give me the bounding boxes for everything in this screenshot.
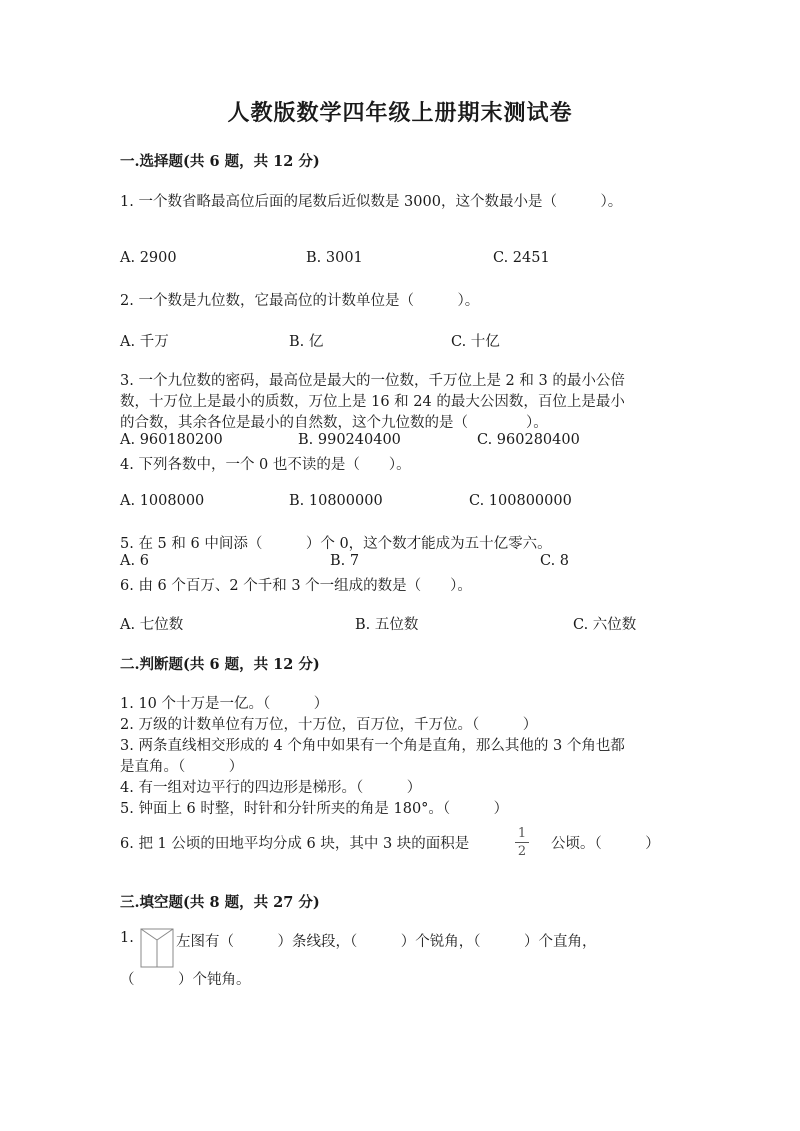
fraction-numerator: 1: [517, 826, 527, 841]
judge-item: 4. 有一组对边平行的四边形是梯形。（ ）: [120, 780, 422, 796]
question-text: 5. 在 5 和 6 中间添（ ）个 0，这个数才能成为五十亿零六。: [120, 536, 552, 552]
angle-figure: [140, 928, 174, 968]
fill-question-line: 左图有（ ）条线段，（ ）个锐角，（ ）个直角，: [176, 934, 597, 950]
judge-item: 2. 万级的计数单位有万位，十万位，百万位，千万位。（ ）: [120, 717, 538, 733]
fill-question-line: （ ）个钝角。: [120, 972, 251, 988]
question-text: 6. 由 6 个百万、2 个千和 3 个一组成的数是（ ）。: [120, 578, 472, 594]
option-a: A. 960180200: [120, 432, 223, 448]
judge-item: 5. 钟面上 6 时整，时针和分针所夹的角是 180°。（ ）: [120, 801, 509, 817]
option-c: C. 六位数: [573, 617, 637, 633]
fraction-bar: [515, 842, 529, 843]
judge-item: 1. 10 个十万是一亿。（ ）: [120, 696, 329, 712]
question-text: 2. 一个数是九位数，它最高位的计数单位是（ ）。: [120, 293, 480, 309]
fraction: [513, 826, 531, 859]
option-a: A. 6: [120, 553, 149, 569]
option-a: A. 千万: [120, 334, 169, 350]
option-b: B. 7: [330, 553, 360, 569]
judge-item: 是直角。（ ）: [120, 759, 244, 775]
section-heading-fill: 三.填空题(共 8 题，共 27 分): [120, 894, 320, 911]
question-text: 3. 一个九位数的密码，最高位是最大的一位数，千万位上是 2 和 3 的最小公倍: [120, 373, 625, 389]
option-c: C. 十亿: [451, 334, 500, 350]
option-c: C. 960280400: [477, 432, 580, 448]
fraction-denominator: 2: [517, 844, 527, 859]
option-b: B. 3001: [306, 250, 363, 266]
question-text: 4. 下列各数中，一个 0 也不读的是（ ）。: [120, 457, 411, 473]
option-c: C. 2451: [493, 250, 550, 266]
option-b: B. 五位数: [355, 617, 419, 633]
section-heading-judge: 二.判断题(共 6 题，共 12 分): [120, 656, 320, 673]
option-b: B. 10800000: [289, 493, 383, 509]
option-a: A. 2900: [120, 250, 177, 266]
question-text: 数，十万位上是最小的质数，万位上是 16 和 24 的最大公因数，百位上是最小: [120, 394, 625, 410]
option-c: C. 8: [540, 553, 570, 569]
option-b: B. 990240400: [298, 432, 401, 448]
section-heading-choice: 一.选择题(共 6 题，共 12 分): [120, 153, 320, 170]
question-text: 1. 一个数省略最高位后面的尾数后近似数是 3000，这个数最小是（ ）。: [120, 194, 623, 210]
page-title: 人教版数学四年级上册期末测试卷: [227, 100, 573, 126]
question-text: 的合数，其余各位是最小的自然数，这个九位数的是（ ）。: [120, 415, 548, 431]
judge-item: 3. 两条直线相交形成的 4 个角中如果有一个角是直角，那么其他的 3 个角也都: [120, 738, 625, 754]
judge-item-tail: 公顷。（ ）: [551, 836, 660, 852]
option-a: A. 七位数: [120, 617, 184, 633]
option-a: A. 1008000: [120, 493, 205, 509]
option-c: C. 100800000: [469, 493, 572, 509]
judge-item: 6. 把 1 公顷的田地平均分成 6 块，其中 3 块的面积是: [120, 836, 470, 852]
option-b: B. 亿: [289, 334, 324, 350]
fill-number: 1.: [120, 930, 134, 946]
